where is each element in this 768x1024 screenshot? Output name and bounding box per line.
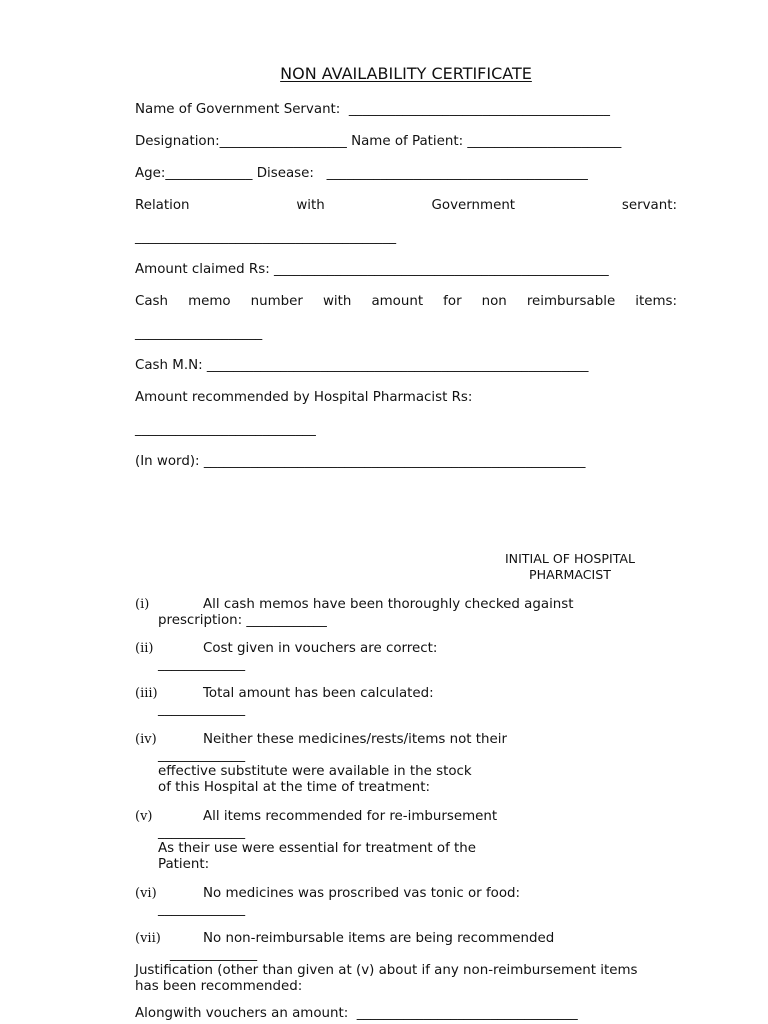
- relation-word: servant:: [621, 198, 677, 213]
- cash-memo-word: memo: [188, 294, 231, 309]
- cash-memo-word: non: [481, 294, 507, 309]
- item-text: All cash memos have been thoroughly checked against: [203, 597, 574, 612]
- pharmacist-initials-label: [470, 551, 670, 583]
- item-number: (iv): [135, 732, 157, 747]
- item-continuation: _____________: [170, 947, 258, 962]
- alongwith-vouchers-field: Alongwith vouchers an amount: _________________________________: [135, 1006, 578, 1021]
- field-relation: [135, 198, 677, 214]
- field-in-word: (In word): _________________________________________________________: [135, 454, 586, 469]
- item-continuation: _____________: [158, 657, 246, 672]
- cash-memo-word: with: [322, 294, 352, 309]
- item-text: No medicines was proscribed vas tonic or food:: [203, 886, 521, 901]
- item-number: (vii): [135, 931, 161, 946]
- field-age-disease: Age:_____________ Disease: _______________________________________: [135, 166, 588, 181]
- field-cash-memo-blank: ___________________: [135, 326, 263, 341]
- item-continuation: _____________: [158, 825, 246, 840]
- item-continuation: effective substitute were available in the stock: [158, 764, 472, 779]
- field-amount-recommended: Amount recommended by Hospital Pharmacist Rs:: [135, 390, 473, 405]
- field-government-servant: Name of Government Servant: _______________________________________: [135, 102, 610, 117]
- relation-word: Relation: [135, 198, 190, 213]
- item-number: (i): [135, 597, 150, 612]
- initials-line-2: PHARMACIST: [529, 567, 611, 582]
- justification-line-1: Justification (other than given at (v) about if any non-reimbursement items: [135, 963, 638, 978]
- relation-word: Government: [431, 198, 516, 213]
- relation-word: with: [296, 198, 325, 213]
- field-cash-memo: [135, 294, 677, 310]
- item-text: Total amount has been calculated:: [203, 686, 434, 701]
- initials-line-1: INITIAL OF HOSPITAL: [504, 551, 636, 566]
- field-designation-patient: Designation:___________________ Name of Patient: _______________________: [135, 134, 622, 149]
- justification-line-2: has been recommended:: [135, 979, 303, 994]
- field-amount-claimed: Amount claimed Rs: __________________________________________________: [135, 262, 609, 277]
- field-relation-blank: _______________________________________: [135, 230, 397, 245]
- field-cash-mn: Cash M.N: _________________________________________________________: [135, 358, 589, 373]
- cash-memo-word: items:: [635, 294, 677, 309]
- field-amount-recommended-blank: ___________________________: [135, 422, 316, 437]
- item-continuation: _____________: [158, 702, 246, 717]
- cash-memo-word: for: [443, 294, 462, 309]
- item-text: Neither these medicines/rests/items not their: [203, 732, 507, 747]
- cash-memo-word: reimbursable: [526, 294, 616, 309]
- item-number: (v): [135, 809, 153, 824]
- item-text: No non-reimbursable items are being recommended: [203, 931, 555, 946]
- item-continuation: prescription: ____________: [158, 613, 327, 628]
- item-continuation: _____________: [158, 748, 246, 763]
- item-text: Cost given in vouchers are correct:: [203, 641, 438, 656]
- item-continuation: of this Hospital at the time of treatment:: [158, 780, 431, 795]
- item-text: All items recommended for re-imbursement: [203, 809, 498, 824]
- item-number: (ii): [135, 641, 154, 656]
- item-number: (vi): [135, 886, 157, 901]
- item-number: (iii): [135, 686, 158, 701]
- cash-memo-word: number: [250, 294, 303, 309]
- cash-memo-word: amount: [371, 294, 424, 309]
- cash-memo-word: Cash: [135, 294, 169, 309]
- item-continuation: As their use were essential for treatment of the: [158, 841, 477, 856]
- certificate-title: NON AVAILABILITY CERTIFICATE: [280, 64, 532, 83]
- item-continuation: _____________: [158, 902, 246, 917]
- item-continuation: Patient:: [158, 857, 210, 872]
